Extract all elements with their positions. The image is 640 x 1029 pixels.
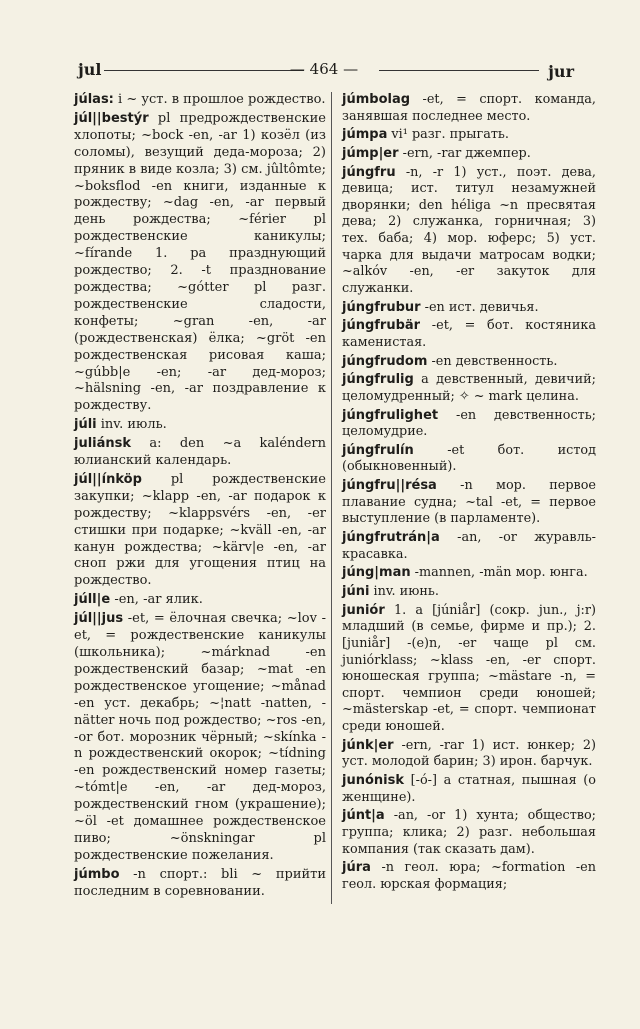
dictionary-entry [74, 867, 326, 901]
dictionary-entry [74, 92, 326, 109]
dictionary-entry [342, 443, 596, 476]
dictionary-entry [342, 584, 596, 601]
dictionary-entry [342, 565, 596, 582]
dictionary-entry [74, 611, 326, 865]
running-head-left: jul [78, 60, 102, 79]
dictionary-entry [74, 472, 326, 590]
headword: júl||jus [74, 611, 124, 627]
headword: júngfrulín [342, 442, 414, 458]
definition: a девственный, девичий; целомудренный; ✧ ~ mark целина. [342, 372, 596, 404]
definition: -en, -ar ялик. [114, 592, 203, 608]
headword: juliánsk [74, 436, 132, 452]
definition: inv. июнь. [373, 583, 439, 599]
dictionary-entry [342, 738, 596, 771]
definition: [-ó-] a статная, пышная (о женщине). [342, 772, 596, 805]
dictionary-entry [342, 127, 596, 144]
dictionary-entry [342, 603, 596, 736]
headword: júngfrulighet [342, 407, 439, 423]
headword: júngfrubur [342, 299, 421, 315]
dictionary-entry [342, 808, 596, 858]
column-divider [331, 92, 332, 904]
headword: júmbolag [342, 92, 411, 107]
definition: -n мор. первое плавание судна; ~tal -et, = первое выступление (в парламенте). [342, 478, 596, 527]
definition: -et, = ёлочная свечка; ~lov -et, = рождественские каникулы (школьника); ~márknad -en рождественский базар; ~mat -en рождественское угощение; ~månad -en уст. декабрь; ~¦natt -natten, -nätter ночь под рождество; ~ros -en, -or бот. морозник чёрный; ~skínka -n рождественский окорок; ~tídning -en рождественский номер газеты; ~tómt|e -en, -ar дед-мороз, рождественский гном (украшение); ~öl -et домашнее рождественское пиво; ~önskningar pl рождественские пожелания. [74, 611, 326, 863]
dictionary-entry [74, 111, 326, 415]
running-head-right: jur [548, 62, 574, 81]
definition: -n, -r 1) уст., поэт. дева, девица; ист. титул незамужней дворянки; den héliga ~n пресвятая дева; 2) служанка, горничная; 3) тех. баба; 4) мор. юферс; 5) уст. чарка для выдачи матросам водки; ~alkóv -en, -er закуток для служанки. [342, 164, 596, 297]
definition: 1. a [júniår] (сокр. jun., j:r) младший (в семье, фирме и пр.); 2. [juniår] -(e)n, -er чаще pl см. juniórklass; ~klass -en, -er спорт. юношеская группа; ~mästare -n, = спорт. чемпион среди юношей; ~mästerskap -et, = спорт. чемпионат среди юношей. [342, 602, 596, 735]
definition: pl предрождественские хлопоты; ~bock -en, -ar 1) козёл (из соломы), везущий деда-мороза; 2) пряник в виде козла; 3) см. jûltômte; ~boksflod -en книги, изданные к рождеству; ~dag -en, -ar первый день рождества; ~férier pl рождественские каникулы; ~fírande 1. pa празднующий рождество; 2. -t празднование рождества; ~gótter pl разг. рождественские сладости, конфеты; ~gran -en, -ar (рождественская) ёлка; ~gröt -en рождественская рисовая каша; ~gúbb|e -en; -ar дед-мороз; ~hälsning -en, -ar поздравление к рождеству. [74, 110, 326, 414]
dictionary-entry [342, 92, 596, 125]
headword: júnt|a [342, 808, 385, 824]
dictionary-entry [342, 165, 596, 298]
definition: -n геол. юра; ~formation -en геол. юрская формация; [342, 860, 596, 892]
dictionary-entry [342, 354, 596, 371]
dictionary-entry [342, 372, 596, 405]
headword: júli [74, 417, 97, 433]
headword: júnk|er [342, 737, 394, 753]
headword: júngfrulig [342, 372, 414, 388]
definition: pl рождественские закупки; ~klapp -en, -ar подарок к рождеству; ~klappsvérs -en, -er стишки при подарке; ~kväll -en, -ar канун рождества; ~kärv|e -en, -ar сноп ржи для угощения птиц на рождество. [74, 471, 326, 589]
dictionary-entry [74, 417, 326, 434]
definition: vi¹ разг. прыгать. [391, 127, 509, 143]
definition: -et бот. истод (обыкновенный). [342, 442, 597, 475]
headword: júmbo [74, 866, 120, 882]
headword: júlas: [74, 92, 114, 107]
headword: júngfrubär [342, 318, 421, 334]
headword: júra [342, 860, 371, 876]
definition: -en девственность. [431, 353, 558, 369]
definition: -et, = спорт. команда, занявшая последнее место. [342, 92, 596, 124]
dictionary-entry [74, 592, 326, 609]
headword: junónisk [342, 772, 404, 788]
page-number: — 464 — [289, 60, 359, 78]
definition: -en ист. девичья. [424, 299, 539, 315]
dictionary-entry [74, 436, 326, 470]
dictionary-entry [342, 146, 596, 163]
headword: júl||bestýr [74, 110, 149, 126]
dictionary-entry [342, 530, 596, 563]
headword: júng|man [342, 565, 411, 581]
headword: júmpa [342, 127, 388, 143]
header-rule-right [379, 70, 539, 71]
dictionary-entry [342, 773, 596, 806]
headword: juniór [342, 602, 385, 618]
definition: -et, = бот. костяника каменистая. [342, 318, 596, 350]
headword: júll|e [74, 592, 111, 608]
definition: a: den ~a kaléndern юлианский календарь. [74, 436, 326, 469]
dictionary-entry [342, 318, 596, 351]
headword: júmp|er [342, 145, 399, 161]
dictionary-entry [342, 860, 596, 893]
definition: -an, -or журавль-красавка. [342, 530, 596, 562]
headword: júngfru||résa [342, 478, 437, 494]
definition: -mannen, -män мор. юнга. [414, 565, 588, 581]
right-column [342, 92, 596, 895]
definition: -ern, -rar 1) ист. юнкер; 2) уст. молодой барин; 3) ирон. барчук. [342, 737, 596, 770]
definition: -n спорт.: bli ~ прийти последним в соревновании. [74, 866, 327, 899]
definition: -ern, -rar джемпер. [402, 145, 531, 161]
headword: júngfrudom [342, 353, 428, 369]
definition: inv. июль. [100, 417, 167, 433]
definition: -an, -or 1) хунта; общество; группа; клика; 2) разг. небольшая компания (так сказать дам). [342, 808, 596, 857]
left-column [74, 92, 326, 903]
headword: júni [342, 583, 370, 599]
headword: júngfru [342, 164, 396, 180]
page-header [74, 58, 574, 80]
dictionary-entry [342, 478, 596, 528]
headword: júngfrutrán|a [342, 530, 440, 546]
headword: júl||ínköp [74, 471, 142, 487]
dictionary-entry [342, 300, 596, 317]
definition: i ~ уст. в прошлое рождество. [118, 92, 326, 107]
definition: -en девственность; целомудрие. [342, 407, 596, 440]
dictionary-entry [342, 408, 596, 441]
